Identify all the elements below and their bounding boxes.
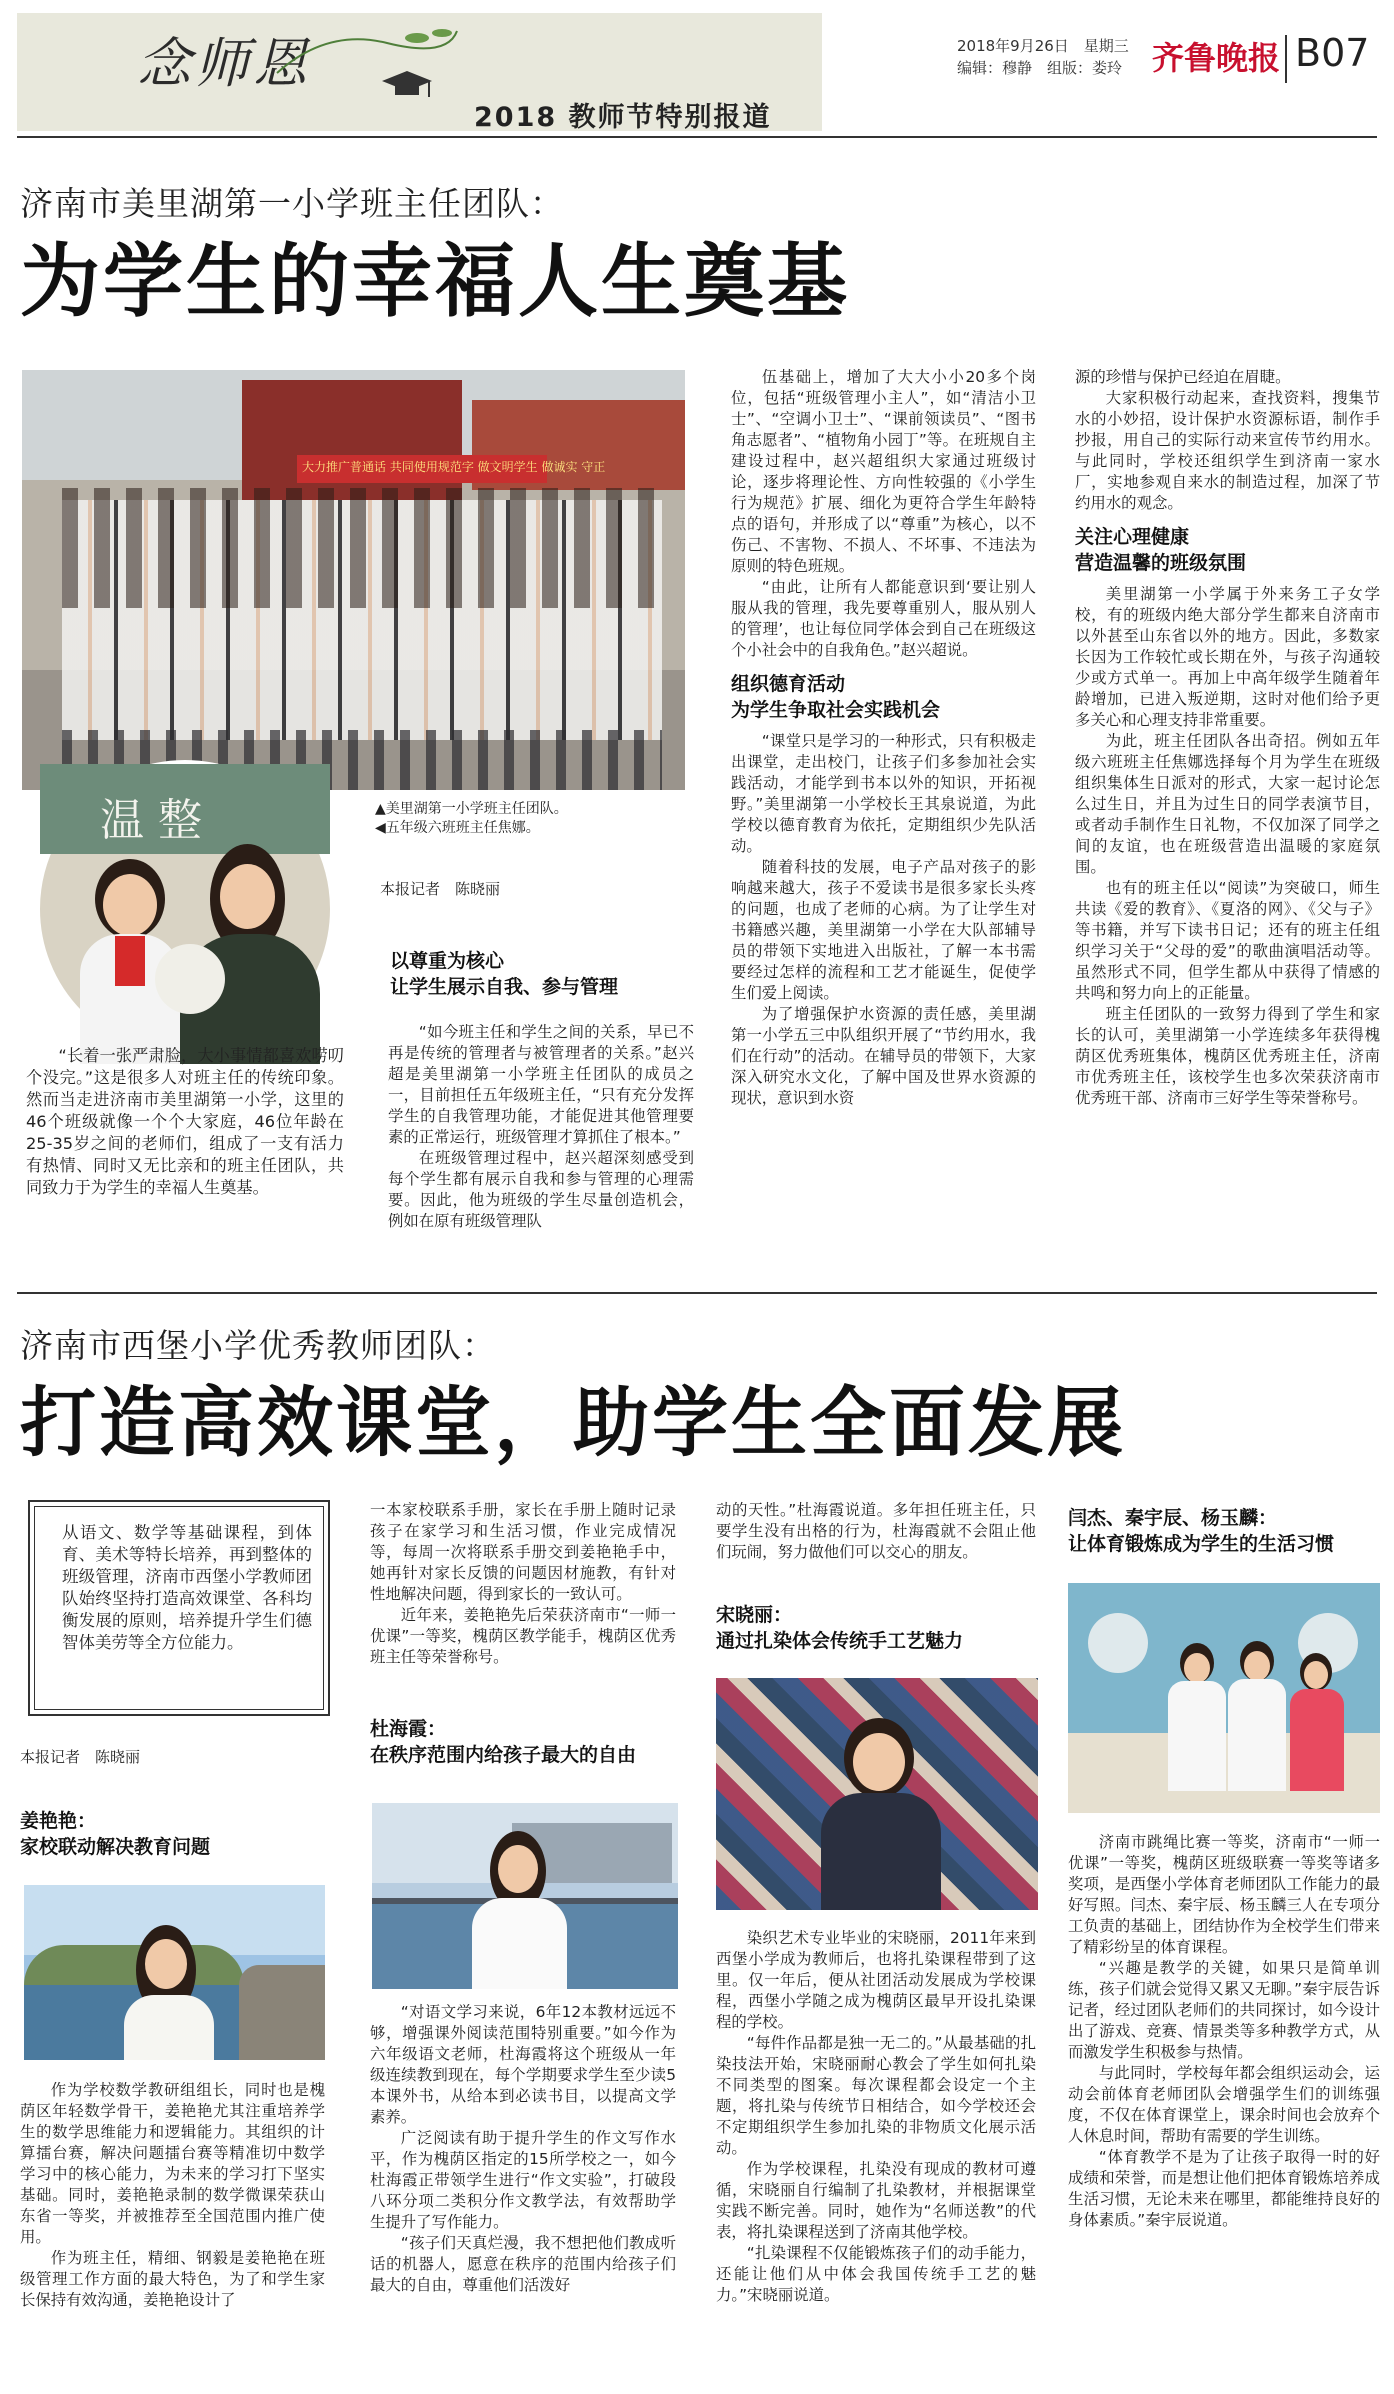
paragraph: 一本家校联系手册，家长在手册上随时记录孩子在家学习和生活习惯，作业完成情况等，每周一次将联系手册交到姜艳艳手中，她再针对家长反馈的问题因材施教，有针对性地解决问题，得到家长的一致认可。 bbox=[370, 1501, 676, 1603]
subhead-jiang: 姜艳艳： 家校联动解决教育问题 bbox=[20, 1810, 211, 1858]
paragraph: “孩子们天真烂漫，我不想把他们教成听话的机器人，愿意在秩序的范围内给孩子们最大的自由，尊重他们活泼好 bbox=[370, 2234, 676, 2294]
paragraph: 伍基础上，增加了大大小小20多个岗位，包括“班级管理小主人”，如“清洁小卫士”、“空调小卫士”、“课前领读员”、“图书角志愿者”、“植物角小园丁”等。在班规自主建设过程中，赵兴超组织大家通过班级讨论，逐步将理论性、方向性较强的《小学生行为规范》扩展、细化为更符合学生年龄特点的语句，并形成了以“尊重”为核心，以不伤己、不害物、不损人、不坏事、不违法为原则的特色班规。 bbox=[731, 368, 1036, 575]
paragraph: 随着科技的发展，电子产品对孩子的影响越来越大，孩子不爱读书是很多家长头疼的问题，也成了老师的心病。为了让学生对书籍感兴趣，美里湖第一小学在大队部辅导员的带领下实地进入出版社，了解一本书需要经过怎样的流程和工艺才能诞生，促使学生们爱上阅读。 bbox=[731, 858, 1036, 1002]
paragraph: “体育教学不是为了让孩子取得一时的好成绩和荣誉，而是想让他们把体育锻炼培养成生活习惯，无论未来在哪里，都能维持良好的身体素质。”秦宇辰说道。 bbox=[1068, 2148, 1380, 2229]
paragraph: 济南市跳绳比赛一等奖，济南市“一师一优课”一等奖，槐荫区班级联赛一等奖等诸多奖项，是西堡小学体育老师团队工作能力的最好写照。闫杰、秦宇辰、杨玉麟三人在专项分工负责的基础上，团结协作为全校学生们带来了精彩纷呈的体育课程。 bbox=[1068, 1833, 1380, 1956]
story2-byline: 本报记者 陈晓丽 bbox=[20, 1748, 141, 1766]
paragraph: 源的珍惜与保护已经迫在眉睫。 bbox=[1075, 368, 1291, 386]
story2-intro: 从语文、数学等基础课程，到体育、美术等特长培养，再到整体的班级管理，济南市西堡小学教师团队始终坚持打造高效课堂、各科均衡发展的原则，培养提升学生们德智体美劳等全方位能力。 bbox=[62, 1523, 312, 1652]
teacher-portrait-photo: 温 整 bbox=[36, 760, 334, 1058]
paragraph: “扎染课程不仅能锻炼孩子们的动手能力，还能让他们从中体会我国传统手工艺的魅力。”宋晓丽说道。 bbox=[716, 2244, 1036, 2304]
story1-subhead-respect: 以尊重为核心 让学生展示自我、参与管理 bbox=[390, 950, 619, 998]
paragraph: 大家积极行动起来，查找资料，搜集节水的小妙招，设计保护水资源标语，制作手抄报，用自己的实际行动来宣传节约用水。与此同时，学校还组织学生到济南一家水厂，实地参观自来水的制造过程，加深了节约用水的观念。 bbox=[1075, 389, 1380, 512]
song-xiaoli-photo bbox=[716, 1678, 1038, 1910]
subhead-pe-teachers: 闫杰、秦宇辰、杨玉麟： 让体育锻炼成为学生的生活习惯 bbox=[1068, 1507, 1335, 1555]
story2-column-1 bbox=[20, 2080, 325, 2311]
issue-editors: 编辑：穆静 组版：娄玲 bbox=[957, 59, 1123, 77]
caption-portrait: ◀五年级六班班主任焦娜。 bbox=[375, 820, 540, 836]
paragraph: 也有的班主任以“阅读”为突破口，师生共读《爱的教育》、《夏洛的网》、《父与子》等书籍，并写下读书日记；还有的班主任组织学习关于“父母的爱”的歌曲演唱活动等。虽然形式不同，但学生都从中获得了情感的共鸣和努力向上的正能量。 bbox=[1075, 879, 1380, 1002]
subhead-du: 杜海霞： 在秩序范围内给孩子最大的自由 bbox=[370, 1718, 637, 1766]
paragraph: “课堂只是学习的一种形式，只有积极走出课堂，走出校门，让孩子们多参加社会实践活动，才能学到书本以外的知识，开拓视野。”美里湖第一小学校长王其泉说道，为此学校以德育教育为依托，定期组织少先队活动。 bbox=[731, 732, 1036, 855]
paragraph: 作为学校数学教研组组长，同时也是槐荫区年轻数学骨干，姜艳艳尤其注重培养学生的数学思维能力和逻辑能力。其组织的计算擂台赛，解决问题擂台赛等精准切中数学学习中的核心能力，为未来的学习打下坚实基础。同时，姜艳艳录制的数学微课荣获山东省一等奖，并被推荐至全国范围内推广使用。 bbox=[20, 2081, 325, 2246]
story1-column-3 bbox=[731, 367, 1036, 1109]
story2-column-2 bbox=[370, 1500, 676, 1668]
paragraph: “兴趣是教学的关键，如果只是简单训练，孩子们就会觉得又累又无聊。”秦宇辰告诉记者，经过团队老师们的共同探讨，如今设计出了游戏、竞赛、情景类等多种教学方式，从而激发学生积极参与热情。 bbox=[1068, 1959, 1380, 2061]
story1-kicker: 济南市美里湖第一小学班主任团队： bbox=[20, 184, 564, 223]
story2-intro-box bbox=[28, 1500, 330, 1716]
column-logo: 念师恩 bbox=[137, 32, 311, 95]
paragraph: “如今班主任和学生之间的关系，早已不再是传统的管理者与被管理者的关系。”赵兴超是美里湖第一小学班主任团队的成员之一，目前担任五年级班主任，“只有充分发挥学生的自我管理功能，才能促进其他管理要素的正常运行，班级管理才算抓住了根本。” bbox=[388, 1023, 694, 1146]
issue-date: 2018年9月26日 星期三 bbox=[957, 37, 1129, 55]
page-number: B07 bbox=[1295, 31, 1370, 75]
newspaper-name: 齐鲁晚报 bbox=[1152, 39, 1281, 77]
story1-byline: 本报记者 陈晓丽 bbox=[380, 880, 501, 898]
paragraph: 在班级管理过程中，赵兴超深刻感受到每个学生都有展示自我和参与管理的心理需要。因此，他为班级的学生尽量创造机会，例如在原有班级管理队 bbox=[388, 1149, 694, 1230]
paragraph: “每件作品都是独一无二的。”从最基础的扎染技法开始，宋晓丽耐心教会了学生如何扎染不同类型的图案。每次课程都会设定一个主题，将扎染与传统节日相结合，如今学校还会不定期组织学生参加扎染的非物质文化展示活动。 bbox=[716, 2034, 1036, 2157]
paragraph: 班主任团队的一致努力得到了学生和家长的认可，美里湖第一小学连续多年获得槐荫区优秀班集体，槐荫区优秀班主任，济南市优秀班主任，该校学生也多次荣获济南市优秀班干部、济南市三好学生等荣誉称号。 bbox=[1075, 1005, 1380, 1107]
leaf-decoration-icon bbox=[267, 23, 467, 83]
caption-group: ▲美里湖第一小学班主任团队。 bbox=[375, 801, 568, 817]
jiang-yanyan-photo bbox=[24, 1885, 325, 2060]
story2-column-3 bbox=[716, 1500, 1036, 1563]
photo-captions bbox=[375, 800, 675, 838]
story1-subhead-activity: 组织德育活动 为学生争取社会实践机会 bbox=[731, 673, 941, 721]
paragraph: 美里湖第一小学属于外来务工子女学校，有的班级内绝大部分学生都来自济南市以外甚至山东省以外的地方。因此，多数家长因为工作较忙或长期在外，与孩子沟通较少或方式单一。再加上中高年级学生随着年龄增加，已进入叛逆期，这时对他们给予更多关心和心理支持非常重要。 bbox=[1075, 585, 1380, 729]
paragraph: 作为学校课程，扎染没有现成的教材可遵循，宋晓丽自行编制了扎染教材，并根据课堂实践不断完善。同时，她作为“名师送教”的代表，将扎染课程送到了济南其他学校。 bbox=[716, 2160, 1036, 2241]
paragraph: 为了增强保护水资源的责任感，美里湖第一小学五三中队组织开展了“节约用水，我们在行动”的活动。在辅导员的带领下，大家深入研究水文化，了解中国及世界水资源的现状，意识到水资 bbox=[731, 1005, 1036, 1107]
story1-column-2 bbox=[388, 1022, 694, 1232]
story1-intro-text: “长着一张严肃脸，大小事情都喜欢唠叨个没完。”这是很多人对班主任的传统印象。然而当走进济南市美里湖第一小学，这里的46个班级就像一个个大家庭，46位年龄在25-35岁之间的老师们，组成了一支有活力有热情、同时又无比亲和的班主任团队，共同致力于为学生的幸福人生奠基。 bbox=[26, 1046, 344, 1197]
story2-column-4 bbox=[1068, 1832, 1380, 2231]
story1-subhead-care: 关注心理健康 营造温馨的班级氛围 bbox=[1075, 526, 1247, 574]
story2-column-3b bbox=[716, 1928, 1036, 2306]
paragraph: 与此同时，学校每年都会组织运动会，运动会前体育老师团队会增强学生们的训练强度，不仅在体育课堂上，课余时间也会放弃个人休息时间，帮助有需要的学生训练。 bbox=[1068, 2064, 1380, 2145]
du-haixia-photo bbox=[372, 1803, 678, 1989]
story1-column-4 bbox=[1075, 367, 1380, 1109]
paragraph: 为此，班主任团队各出奇招。例如五年级六班班主任焦娜选择每个月为学生在班级组织集体生日派对的形式，大家一起讨论怎么过生日，并且为过生日的同学表演节目，或者动手制作生日礼物，不仅加深了同学之间的友谊，也在班级营造出温暖的家庭氛围。 bbox=[1075, 732, 1380, 876]
paragraph: 动的天性。”杜海霞说道。多年担任班主任，只要学生没有出格的行为，杜海霞就不会阻止他们玩闹，努力做他们可以交心的朋友。 bbox=[716, 1501, 1036, 1561]
masthead bbox=[17, 13, 1377, 131]
paragraph: 染织艺术专业毕业的宋晓丽，2011年来到西堡小学成为教师后，也将扎染课程带到了这里。仅一年后，便从社团活动发展成为学校课程，西堡小学随之成为槐荫区最早开设扎染课程的学校。 bbox=[716, 1929, 1036, 2031]
paragraph: “由此，让所有人都能意识到‘要让别人服从我的管理，我先要尊重别人，服从别人的管理’，也让每位同学体会到自己在班级这个小社会中的自我角色。”赵兴超说。 bbox=[731, 578, 1036, 659]
special-report-label: 2018 教师节特别报道 bbox=[474, 102, 772, 133]
photo-banner-text: 大力推广普通话 共同使用规范字 做文明学生 做诚实 守正 bbox=[302, 460, 606, 474]
team-group-photo bbox=[22, 370, 685, 790]
masthead-rule bbox=[17, 136, 1377, 138]
paragraph: 近年来，姜艳艳先后荣获济南市“一师一优课”一等奖，槐荫区教学能手，槐荫区优秀班主任等荣誉称号。 bbox=[370, 1606, 676, 1666]
subhead-song: 宋晓丽： 通过扎染体会传统手工艺魅力 bbox=[716, 1604, 964, 1652]
paragraph: 广泛阅读有助于提升学生的作文写作水平，作为槐荫区指定的15所学校之一，如今杜海霞正带领学生进行“作文实验”，打破段八环分项二类积分作文教学法，有效帮助学生提升了写作能力。 bbox=[370, 2129, 676, 2231]
story2-column-2b bbox=[370, 2002, 676, 2296]
masthead-separator bbox=[1285, 35, 1287, 83]
story1-headline: 为学生的幸福人生奠基 bbox=[20, 235, 850, 328]
pe-teachers-photo bbox=[1068, 1583, 1380, 1813]
story2-kicker: 济南市西堡小学优秀教师团队： bbox=[20, 1326, 496, 1365]
paragraph: “对语文学习来说，6年12本教材远远不够，增强课外阅读范围特别重要。”如今作为六年级语文老师，杜海霞将这个班级从一年级连续教到现在，每个学期要求学生至少读5本课外书，从给本到必读书目，以提高文学素养。 bbox=[370, 2003, 676, 2126]
section-divider bbox=[17, 1292, 1377, 1294]
paragraph: 作为班主任，精细、钢毅是姜艳艳在班级管理工作方面的最大特色，为了和学生家长保持有效沟通，姜艳艳设计了 bbox=[20, 2249, 325, 2309]
story1-intro bbox=[26, 1045, 344, 1199]
story2-headline: 打造高效课堂，助学生全面发展 bbox=[20, 1378, 1126, 1467]
issue-meta bbox=[957, 35, 1129, 79]
